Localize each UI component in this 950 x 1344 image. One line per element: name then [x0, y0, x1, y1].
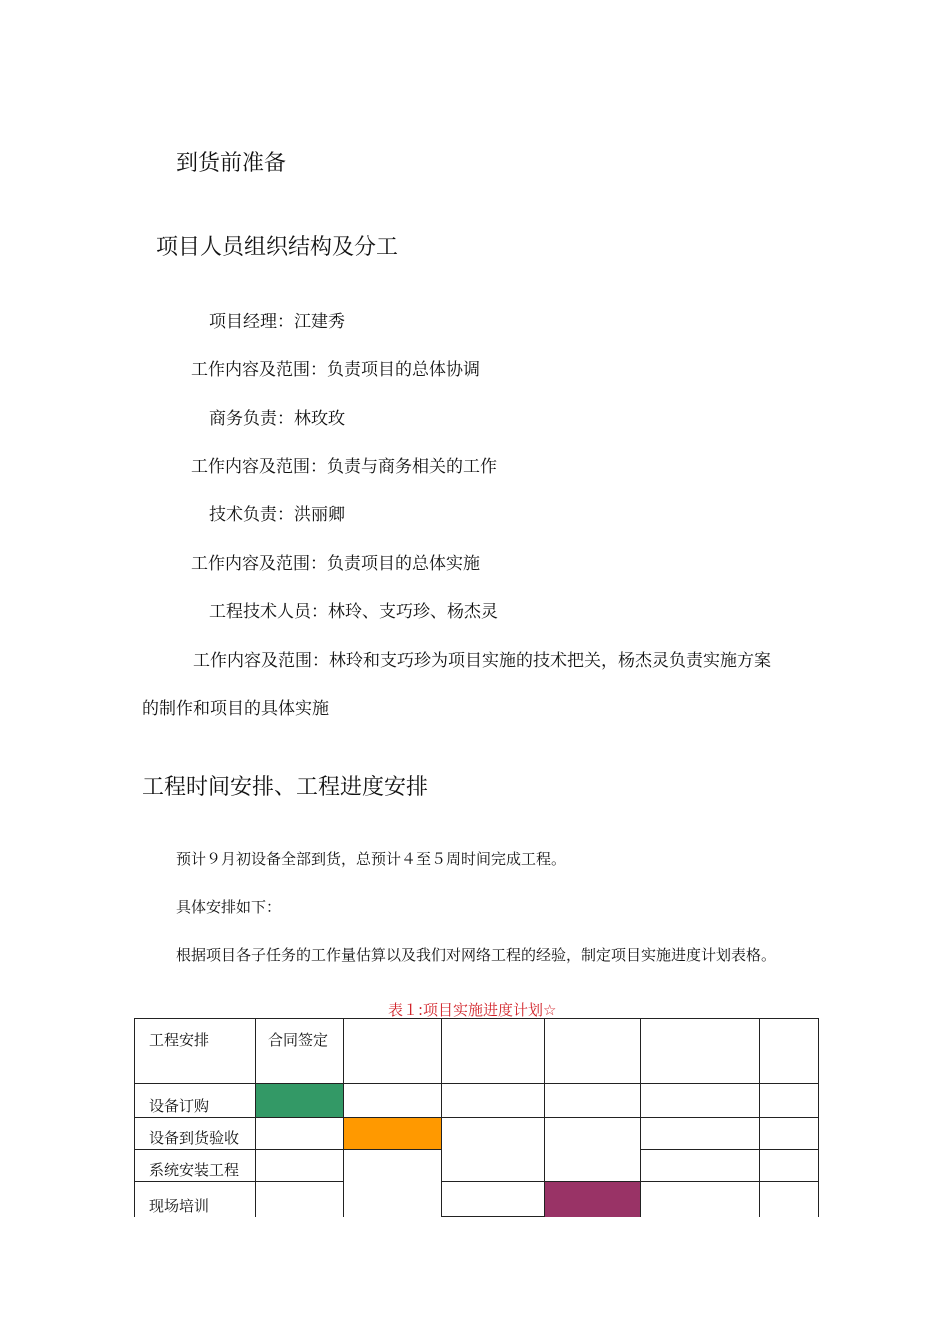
table-cell	[641, 1084, 760, 1118]
heading-org-structure: 项目人员组织结构及分工	[156, 235, 399, 260]
heading-schedule: 工程时间安排、工程进度安排	[142, 775, 429, 800]
staff-eng-scope-line2: 的制作和项目的具体实施	[142, 699, 329, 719]
schedule-paragraph-1: 预计９月初设备全部到货，总预计４至５周时间完成工程。	[176, 850, 567, 868]
table-cell	[641, 1182, 760, 1217]
table-cell	[641, 1150, 760, 1182]
table-cell	[256, 1118, 344, 1150]
table-cell	[760, 1118, 819, 1150]
table-row	[135, 1182, 819, 1217]
row-label-order: 设备订购	[135, 1084, 256, 1118]
schedule-table	[134, 1018, 819, 1217]
staff-biz-scope: 工作内容及范围：负责与商务相关的工作	[191, 457, 497, 477]
table-cell	[641, 1118, 760, 1150]
table-cell	[442, 1084, 545, 1118]
table-header-row	[135, 1019, 819, 1084]
gantt-bar-training	[545, 1182, 641, 1217]
table-cell	[344, 1084, 442, 1118]
staff-engineers: 工程技术人员：林玲、支巧珍、杨杰灵	[209, 602, 498, 622]
staff-tech-scope: 工作内容及范围：负责项目的总体实施	[191, 554, 480, 574]
row-label-training: 现场培训	[135, 1182, 256, 1217]
gantt-bar-order	[256, 1084, 344, 1118]
table-cell	[442, 1182, 545, 1217]
table-cell	[545, 1084, 641, 1118]
table-cell	[545, 1150, 641, 1182]
staff-biz: 商务负责：林玫玫	[209, 409, 345, 429]
table-row	[135, 1118, 819, 1150]
table-cell	[442, 1118, 545, 1150]
table-cell	[256, 1182, 344, 1217]
table-row	[135, 1084, 819, 1118]
gantt-bar-arrival	[344, 1118, 442, 1150]
staff-pm: 项目经理：江建秀	[209, 312, 345, 332]
table-cell	[344, 1182, 442, 1217]
header-cell-contract: 合同签定	[256, 1019, 344, 1084]
staff-tech: 技术负责：洪丽卿	[209, 505, 345, 525]
table-cell	[442, 1150, 545, 1182]
schedule-paragraph-3: 根据项目各子任务的工作量估算以及我们对网络工程的经验，制定项目实施进度计划表格。	[176, 946, 777, 964]
table-caption: 表１:项目实施进度计划☆	[388, 1001, 557, 1019]
header-cell-arrangement: 工程安排	[135, 1019, 256, 1084]
header-cell	[545, 1019, 641, 1084]
schedule-paragraph-2: 具体安排如下：	[176, 898, 282, 916]
header-cell	[442, 1019, 545, 1084]
heading-arrival-prep: 到货前准备	[176, 151, 287, 176]
header-cell	[760, 1019, 819, 1084]
table-row	[135, 1150, 819, 1182]
row-label-install: 系统安装工程	[135, 1150, 256, 1182]
header-cell	[641, 1019, 760, 1084]
row-label-arrival: 设备到货验收	[135, 1118, 256, 1150]
table-cell	[344, 1150, 442, 1182]
table-cell	[545, 1118, 641, 1150]
table-cell	[256, 1150, 344, 1182]
staff-pm-scope: 工作内容及范围：负责项目的总体协调	[191, 360, 480, 380]
staff-eng-scope-line1: 工作内容及范围：林玲和支巧珍为项目实施的技术把关，杨杰灵负责实施方案	[193, 651, 771, 671]
table-cell	[760, 1182, 819, 1217]
table-cell	[760, 1150, 819, 1182]
header-cell	[344, 1019, 442, 1084]
table-cell	[760, 1084, 819, 1118]
